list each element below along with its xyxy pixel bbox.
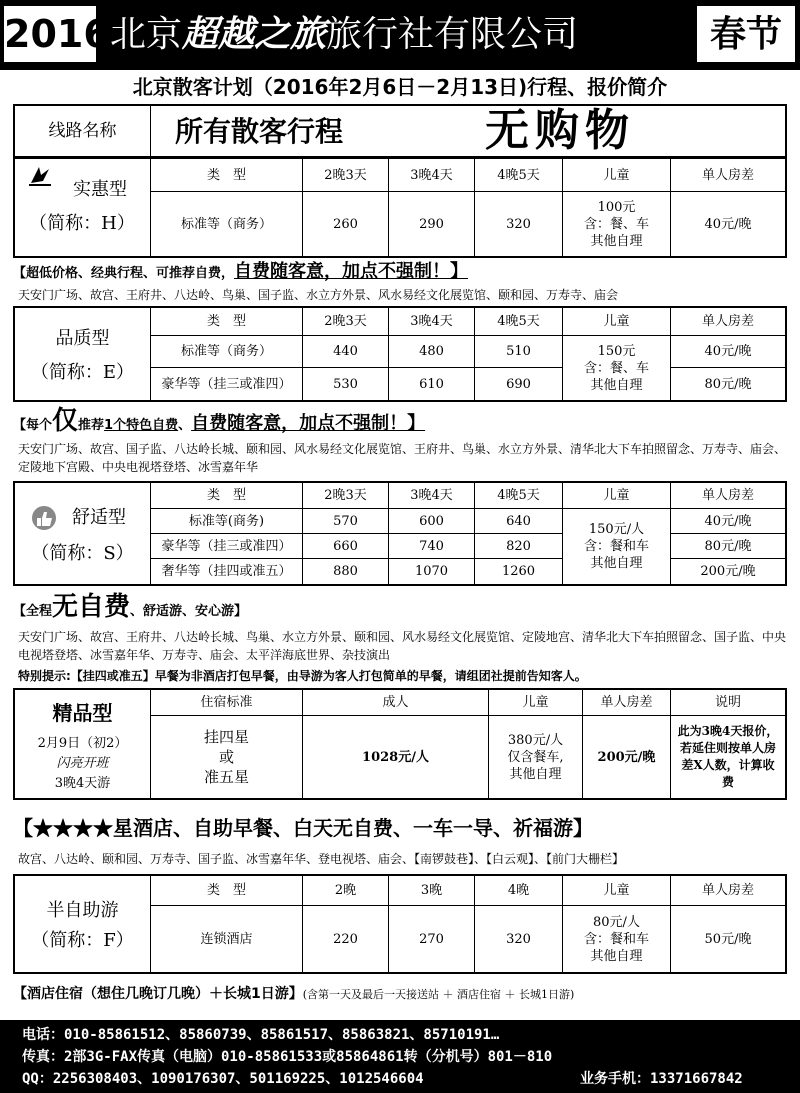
f-price-4n: 320: [475, 906, 563, 972]
e-price-2n-2: 530: [303, 368, 389, 400]
j-date: 2月9日（初2）: [37, 736, 128, 751]
f-header-2n: 2晚: [303, 876, 389, 906]
j-flash: 闪亮开班: [56, 756, 109, 771]
slogan-all-tours: 所有散客行程: [175, 115, 344, 148]
h-type: 标准等（商务）: [151, 192, 303, 256]
e-name: 品质型: [55, 328, 110, 349]
j-hotel: 挂四星 或 准五星: [151, 716, 303, 798]
h-header-4n: 4晚5天: [475, 159, 563, 192]
route-row: [13, 104, 787, 158]
j-adult: 1028元/人: [303, 716, 489, 798]
leaf-icon: [27, 165, 53, 187]
slogan-no-shopping: 无购物: [485, 105, 635, 156]
h-name: 实惠型: [73, 179, 127, 200]
e-child: 150元 含：餐、车 其他自理: [563, 336, 671, 400]
s-price-2n-3: 880: [303, 559, 389, 584]
h-highlight: 【超低价格、经典行程、可推荐自费，自费随客意，加点不强制！】: [13, 261, 469, 282]
s-header-3n: 3晚4天: [389, 483, 475, 509]
f-price-3n: 270: [389, 906, 475, 972]
s-table: [13, 481, 787, 586]
f-header-child: 儿童: [563, 876, 671, 906]
j-name: 精品型: [52, 701, 113, 725]
footer-fax: 传真：2部3G-FAX传真（电脑）010-85861533或85864861转（分机号）801－810: [22, 1049, 553, 1065]
s-abbr: （简称：S）: [31, 543, 134, 564]
e-type-1: 标准等（商务）: [151, 336, 303, 368]
e-table: [13, 306, 787, 402]
s-price-2n-1: 570: [303, 509, 389, 534]
s-price-3n-1: 600: [389, 509, 475, 534]
h-price-4n: 320: [475, 192, 563, 256]
e-header-type: 类 型: [151, 308, 303, 336]
s-price-3n-2: 740: [389, 534, 475, 559]
festival-badge: 春节: [697, 6, 795, 62]
s-header-2n: 2晚3天: [303, 483, 389, 509]
s-price-3n-3: 1070: [389, 559, 475, 584]
h-itinerary: 天安门广场、故宫、王府井、八达岭、鸟巢、国子监、水立方外景、风水易经文化展览馆、颐和园、万寿寺、庙会: [18, 288, 619, 302]
s-header-child: 儿童: [563, 483, 671, 509]
contact-footer: [0, 1020, 800, 1093]
h-header-type: 类 型: [151, 159, 303, 192]
f-table: [13, 874, 787, 974]
s-special-note: 特别提示:【挂四或准五】早餐为非酒店打包早餐，由导游为客人打包简单的早餐，请组团社提前告知客人。: [18, 669, 587, 683]
f-header-type: 类 型: [151, 876, 303, 906]
s-single-1: 40元/晚: [671, 509, 785, 534]
e-header-child: 儿童: [563, 308, 671, 336]
s-header-4n: 4晚5天: [475, 483, 563, 509]
j-header-child: 儿童: [489, 690, 583, 716]
e-price-3n-1: 480: [389, 336, 475, 368]
s-highlight: 【全程无自费、舒适游、安心游】: [13, 592, 248, 622]
h-header-child: 儿童: [563, 159, 671, 192]
route-label: 线路名称: [48, 121, 117, 141]
s-single-2: 80元/晚: [671, 534, 785, 559]
f-price-2n: 220: [303, 906, 389, 972]
header-banner: [0, 0, 800, 70]
j-trip: 3晚4天游: [54, 776, 111, 791]
footer-mobile: 业务手机：13371667842: [580, 1071, 743, 1087]
s-price-4n-1: 640: [475, 509, 563, 534]
s-itinerary: 天安门广场、故宫、王府井、八达岭长城、鸟巢、水立方外景、颐和园、风水易经文化展览馆、定陵地宫、清华北大下车拍照留念、国子监、中央电视塔登塔、冰雪嘉年华、万寿寺、庙会、太平洋海底世界、杂技演出: [18, 630, 787, 662]
e-price-2n-1: 440: [303, 336, 389, 368]
e-itinerary: 天安门广场、故宫、国子监、八达岭长城、颐和园、风水易经文化展览馆、王府井、鸟巢、水立方外景、清华北大下车拍照留念、万寿寺、庙会、定陵地下宫殿、中央电视塔登塔、冰雪嘉年华: [18, 442, 787, 474]
thumbs-up-icon: [29, 505, 59, 531]
f-child: 80元/人 含：餐和车 其他自理: [563, 906, 671, 972]
f-name: 半自助游: [46, 900, 119, 921]
s-price-4n-3: 1260: [475, 559, 563, 584]
h-price-2n: 260: [303, 192, 389, 256]
s-price-4n-2: 820: [475, 534, 563, 559]
f-header-3n: 3晚: [389, 876, 475, 906]
f-header-single: 单人房差: [671, 876, 785, 906]
company-title: 北京超越之旅旅行社有限公司: [110, 13, 579, 55]
e-header-2n: 2晚3天: [303, 308, 389, 336]
s-child: 150元/人 含：餐和车 其他自理: [563, 509, 671, 584]
footer-qq: QQ：2256308403、1090176307、501169225、1012546604: [22, 1071, 424, 1087]
e-single-1: 40元/晚: [671, 336, 785, 368]
year-badge: 2016: [4, 6, 96, 62]
j-child: 380元/人 仅含餐车, 其他自理: [489, 716, 583, 798]
s-type-2: 豪华等（挂三或准四）: [151, 534, 303, 559]
e-price-4n-2: 690: [475, 368, 563, 400]
j-header-note: 说明: [671, 690, 785, 716]
j-highlight: 【★★★★星酒店、自助早餐、白天无自费、一车一导、祈福游】: [13, 816, 593, 840]
j-note: 此为3晚4天报价，若延住则按单人房差X人数，计算收费: [677, 724, 779, 789]
h-header-2n: 2晚3天: [303, 159, 389, 192]
e-highlight: 【每个仅推荐1个特色自费、自费随客意，加点不强制！】: [13, 406, 426, 436]
j-header-hotel: 住宿标准: [151, 690, 303, 716]
f-single: 50元/晚: [704, 931, 752, 947]
h-abbr: （简称：H）: [29, 213, 135, 234]
e-header-single: 单人房差: [671, 308, 785, 336]
e-header-3n: 3晚4天: [389, 308, 475, 336]
h-header-single: 单人房差: [671, 159, 785, 192]
e-header-4n: 4晚5天: [475, 308, 563, 336]
h-price-3n: 290: [389, 192, 475, 256]
j-header-single: 单人房差: [583, 690, 671, 716]
s-price-2n-2: 660: [303, 534, 389, 559]
h-table: [13, 157, 787, 258]
f-abbr: （简称：F）: [31, 930, 134, 951]
j-header-adult: 成人: [303, 690, 489, 716]
f-highlight: 【酒店住宿（想住几晚订几晚）＋长城1日游】(含第一天及最后一天接送站 ＋ 酒店住宿 ＋ 长城1日游): [13, 986, 575, 1002]
s-single-3: 200元/晚: [700, 564, 756, 579]
h-single: 40元/晚: [704, 216, 752, 232]
e-price-4n-1: 510: [475, 336, 563, 368]
j-table: [13, 688, 787, 800]
h-child: 100元 含：餐、车 其他自理: [563, 192, 671, 256]
s-header-type: 类 型: [151, 483, 303, 509]
e-price-3n-2: 610: [389, 368, 475, 400]
h-header-3n: 3晚4天: [389, 159, 475, 192]
j-single: 200元/晚: [583, 716, 671, 798]
e-type-2: 豪华等（挂三或准四）: [151, 368, 303, 400]
e-abbr: （简称：E）: [30, 362, 135, 383]
s-header-single: 单人房差: [671, 483, 785, 509]
s-type-3: 奢华等（挂四或准五）: [151, 559, 303, 584]
s-type-1: 标准等(商务): [151, 509, 303, 534]
e-single-2: 80元/晚: [704, 376, 752, 392]
j-itinerary: 故宫、八达岭、颐和园、万寿寺、国子监、冰雪嘉年华、登电视塔、庙会、【南锣鼓巷】、【白云观】、【前门大栅栏】: [18, 852, 625, 866]
footer-phone: 电话：010-85861512、85860739、85861517、85863821、85710191…: [22, 1027, 500, 1043]
page-subtitle: 北京散客计划（2016年2月6日－2月13日)行程、报价简介: [132, 75, 668, 99]
s-name: 舒适型: [72, 507, 126, 528]
f-header-4n: 4晚: [475, 876, 563, 906]
f-type: 连锁酒店: [151, 906, 303, 972]
